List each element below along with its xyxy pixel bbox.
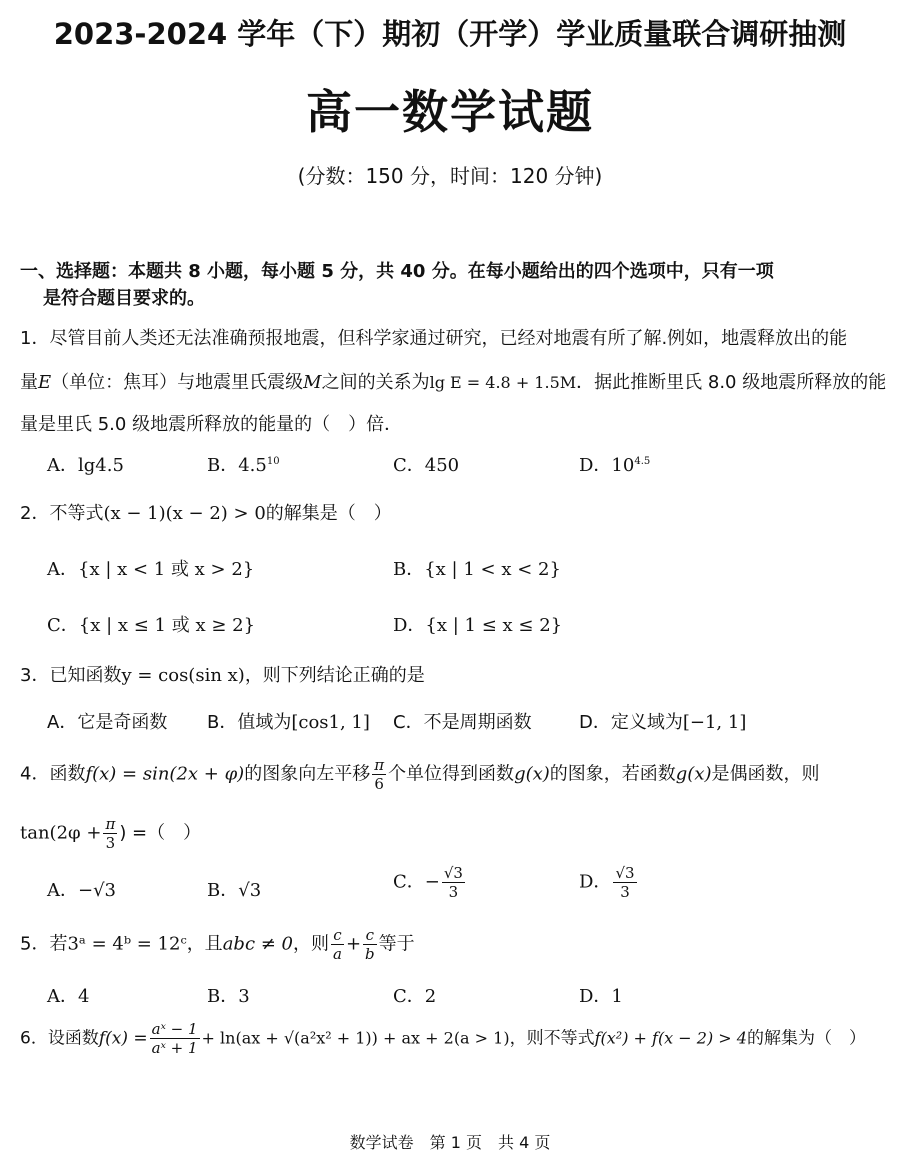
q4-option-d[interactable]: [579, 864, 639, 901]
q5-text: 等于: [378, 933, 415, 955]
q4-text: 的图象，若函数: [549, 763, 676, 785]
q4-formula-g: g(x): [675, 763, 712, 785]
section-heading-text: 一、选择题：本题共 8 小题，每小题 5 分，共 40 分。在每小题给出的四个选项中，只有一项: [20, 261, 774, 282]
q2-option-d[interactable]: D．{x | 1 ≤ x ≤ 2}: [393, 615, 563, 636]
q2-text: 2．不等式: [20, 503, 104, 524]
q1-option-d[interactable]: [579, 451, 650, 477]
q3-option-c[interactable]: C．不是周期函数: [393, 712, 532, 733]
q1-var-e: E: [38, 372, 52, 393]
q3-formula: y = cos(sin x): [121, 665, 245, 686]
q1-text: 之间的关系为: [321, 372, 430, 393]
q5-option-b[interactable]: B．3: [207, 986, 250, 1007]
q5-fraction-c-a: [331, 926, 344, 963]
q1-line3: 量是里氏 5.0 级地震所释放的能量的（ ）倍．: [20, 414, 403, 435]
q1-text: ．据此推断里氏 8.0 级地震所释放的能: [576, 372, 887, 393]
q1-option-a[interactable]: A．lg4.5: [47, 455, 124, 476]
q1-option-b[interactable]: [207, 451, 280, 477]
q4-line2-num: π: [105, 815, 116, 833]
q6-formula-f: f(x) =: [98, 1028, 148, 1049]
exam-header-line: 2023-2024 学年（下）期初（开学）学业质量联合调研抽测: [53, 17, 847, 51]
q6-formula-ln: + ln(ax + √(a²x² + 1)) + ax + 2(a > 1): [201, 1028, 510, 1048]
q5-f1-den: a: [333, 945, 342, 963]
q1-option-d-label: D．10: [579, 455, 635, 476]
q4-text: 4．函数: [20, 763, 86, 785]
q3-option-d-formula: [−1, 1]: [682, 712, 747, 733]
q2-stem: [20, 499, 392, 525]
q4-fraction-pi-6: [372, 756, 386, 793]
q4-line2: [20, 815, 201, 852]
q1-var-m: M: [303, 372, 322, 393]
q3-text: 3．已知函数: [20, 665, 122, 686]
q4-stem: [20, 756, 820, 793]
q3-text: ，则下列结论正确的是: [244, 665, 425, 686]
q4-line2-den: 3: [103, 833, 117, 852]
q4-option-c-den: 3: [442, 882, 465, 901]
q5-formula: 3ᵃ = 4ᵇ = 12ᶜ: [67, 933, 187, 955]
q4-option-d-den: 3: [613, 882, 636, 901]
q4-fraction-pi-3: [103, 815, 117, 852]
q5-option-c[interactable]: C．2: [393, 986, 437, 1007]
q1-formula: lg E = 4.8 + 1.5M: [429, 373, 577, 392]
q4-text: 个单位得到函数: [388, 763, 515, 785]
q4-option-d-num: √3: [615, 864, 635, 882]
q1-option-c[interactable]: C．450: [393, 455, 460, 476]
q5-text: ，则: [293, 933, 329, 955]
q2-text: 的解集是（ ）: [265, 503, 392, 524]
q6-text: ，则不等式: [509, 1028, 595, 1049]
q4-text: 的图象向左平移: [244, 763, 371, 785]
q6-text: 的解集为（ ）: [746, 1028, 866, 1049]
q2-option-c[interactable]: C．{x | x ≤ 1 或 x ≥ 2}: [47, 615, 256, 636]
q1-text: 量: [20, 372, 38, 393]
q4-option-c-fraction: [442, 864, 465, 901]
q4-option-a[interactable]: A．−√3: [47, 880, 117, 901]
q4-option-b[interactable]: B．√3: [207, 880, 262, 901]
q3-stem: [20, 661, 425, 687]
q4-line2-text: tan(2φ +: [20, 822, 102, 844]
q1-option-b-label: B．4.5: [207, 455, 267, 476]
q5-f2-den: b: [365, 945, 375, 963]
q4-text: 是偶函数，则: [711, 763, 820, 785]
q4-frac-num: π: [374, 756, 385, 774]
q5-f1-num: c: [333, 926, 342, 944]
section-heading-cont: 是符合题目要求的。: [43, 288, 205, 309]
q4-frac-den: 6: [372, 774, 386, 793]
q3-option-a[interactable]: A．它是奇函数: [47, 712, 168, 733]
q4-option-c[interactable]: [393, 864, 467, 901]
q6-frac-den: aˣ + 1: [151, 1039, 198, 1057]
q1-option-b-exp: 10: [266, 456, 280, 467]
q6-text: 6．设函数: [20, 1028, 99, 1049]
section-heading: [20, 258, 890, 312]
q4-option-d-label: D．: [579, 871, 612, 893]
q5-text: ，且: [186, 933, 223, 955]
q6-fraction: [150, 1020, 200, 1057]
q5-abc: abc ≠ 0: [222, 933, 293, 955]
q3-option-d-label: D．定义域为: [579, 712, 683, 733]
q5-option-a[interactable]: A．4: [47, 986, 90, 1007]
exam-title: 高一数学试题: [306, 85, 594, 139]
q5-stem: [20, 926, 415, 963]
q4-formula-g: g(x): [514, 763, 550, 785]
q4-line2-text: ) =（ ）: [119, 822, 202, 844]
q3-option-b[interactable]: [207, 708, 370, 734]
q4-formula-f: f(x) = sin(2x + φ): [85, 763, 245, 785]
q5-fraction-c-b: [363, 926, 377, 963]
q3-option-d[interactable]: [579, 708, 746, 734]
q2-option-a[interactable]: A．{x | x < 1 或 x > 2}: [47, 559, 255, 580]
q6-frac-num: aˣ − 1: [151, 1020, 198, 1038]
q5-plus: +: [345, 933, 362, 955]
q4-option-d-fraction: [613, 864, 636, 901]
q4-option-c-num: √3: [443, 864, 463, 882]
page-footer: 数学试卷 第 1 页 共 4 页: [349, 1133, 551, 1152]
q1-option-d-exp: 4.5: [634, 456, 651, 467]
q3-option-b-formula: [cos1, 1]: [291, 712, 370, 733]
q5-f2-num: c: [365, 926, 375, 944]
q6-inequality: f(x²) + f(x − 2) > 4: [594, 1028, 747, 1048]
q5-option-d[interactable]: D．1: [579, 986, 623, 1007]
q6-stem: [20, 1020, 866, 1057]
q1-text: （单位：焦耳）与地震里氏震级: [51, 372, 304, 393]
exam-info: (分数：150 分，时间：120 分钟): [297, 164, 603, 188]
q2-formula: (x − 1)(x − 2) > 0: [103, 503, 266, 524]
q3-option-b-label: B．值域为: [207, 712, 292, 733]
q1-line1: 1．尽管目前人类还无法准确预报地震，但科学家通过研究，已经对地震有所了解.例如，地震释放出的能: [20, 328, 848, 349]
q1-line2: [20, 368, 886, 394]
q4-option-c-label: C．−: [393, 871, 440, 893]
q2-option-b[interactable]: B．{x | 1 < x < 2}: [393, 559, 561, 580]
q5-text: 5．若: [20, 933, 68, 955]
